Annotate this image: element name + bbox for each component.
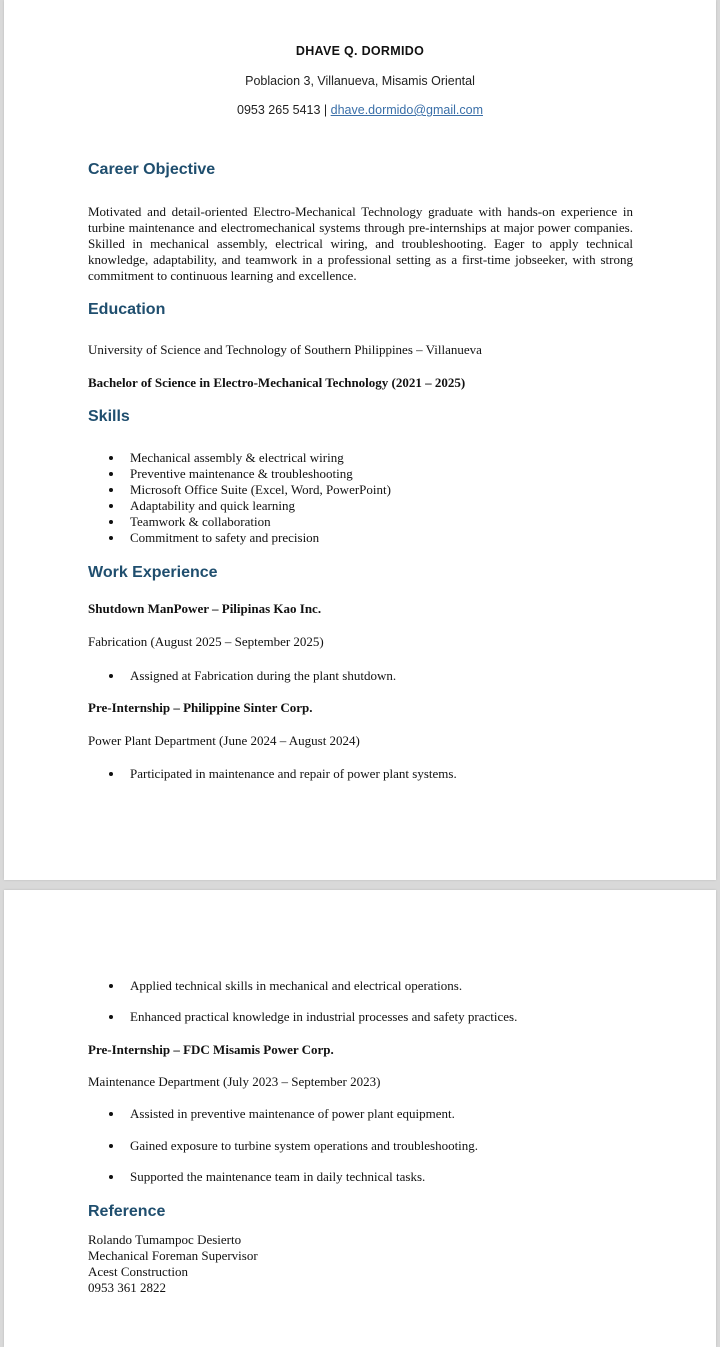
job-department-1: Fabrication (August 2025 – September 2025) xyxy=(88,634,324,649)
skills-heading: Skills xyxy=(88,408,130,425)
work-experience-heading: Work Experience xyxy=(88,564,218,581)
applicant-address: Poblacion 3, Villanueva, Misamis Oriental xyxy=(245,74,475,88)
job-bullet: Participated in maintenance and repair of power plant systems. xyxy=(88,766,457,782)
reference-position: Mechanical Foreman Supervisor xyxy=(88,1248,258,1263)
document-page-1 xyxy=(4,0,716,880)
education-heading: Education xyxy=(88,301,166,318)
applicant-name: DHAVE Q. DORMIDO xyxy=(295,44,425,58)
reference-company: Acest Construction xyxy=(88,1264,189,1279)
job-bullet: Gained exposure to turbine system operations and troubleshooting. xyxy=(88,1138,478,1154)
skill-item: Mechanical assembly & electrical wiring xyxy=(88,450,391,466)
document-page-2 xyxy=(4,890,716,1347)
applicant-email[interactable]: dhave.dormido@gmail.com xyxy=(330,103,483,117)
skill-item: Teamwork & collaboration xyxy=(88,514,391,530)
job-bullet: Enhanced practical knowledge in industrial processes and safety practices. xyxy=(88,1009,517,1025)
job-bullet: Applied technical skills in mechanical and electrical operations. xyxy=(88,978,462,994)
job-bullet: Assisted in preventive maintenance of power plant equipment. xyxy=(88,1106,455,1122)
job-title-1: Shutdown ManPower – Pilipinas Kao Inc. xyxy=(88,601,322,616)
skill-item: Commitment to safety and precision xyxy=(88,530,391,546)
job-title-3: Pre-Internship – FDC Misamis Power Corp. xyxy=(88,1042,334,1057)
education-degree: Bachelor of Science in Electro-Mechanical Technology (2021 – 2025) xyxy=(88,375,466,390)
job-department-3: Maintenance Department (July 2023 – September 2023) xyxy=(88,1074,381,1089)
reference-phone: 0953 361 2822 xyxy=(88,1280,166,1295)
skill-item: Adaptability and quick learning xyxy=(88,498,391,514)
reference-block xyxy=(88,1232,258,1296)
contact-line xyxy=(4,103,716,117)
reference-heading: Reference xyxy=(88,1203,166,1220)
career-objective-heading: Career Objective xyxy=(88,161,216,178)
skill-item: Microsoft Office Suite (Excel, Word, PowerPoint) xyxy=(88,482,391,498)
applicant-phone: 0953 265 5413 | xyxy=(237,103,328,117)
skill-item: Preventive maintenance & troubleshooting xyxy=(88,466,391,482)
job-title-2: Pre-Internship – Philippine Sinter Corp. xyxy=(88,700,313,715)
career-objective-text: Motivated and detail-oriented Electro-Mechanical Technology graduate with hands-on experience in turbine maintenance and electromechanical systems through pre-internships at major power companies. Skilled in mechanical assembly, electrical wiring, and troubleshooting. Eager to apply technical knowledge, adaptability, and teamwork in a professional setting as a first-time jobseeker, with strong commitment to continuous learning and excellence. xyxy=(88,204,633,283)
skills-list xyxy=(88,450,391,546)
job-bullet: Assigned at Fabrication during the plant shutdown. xyxy=(88,668,396,684)
education-school: University of Science and Technology of Southern Philippines – Villanueva xyxy=(88,342,482,357)
reference-name: Rolando Tumampoc Desierto xyxy=(88,1232,242,1247)
job-bullet: Supported the maintenance team in daily technical tasks. xyxy=(88,1169,425,1185)
job-department-2: Power Plant Department (June 2024 – August 2024) xyxy=(88,733,360,748)
